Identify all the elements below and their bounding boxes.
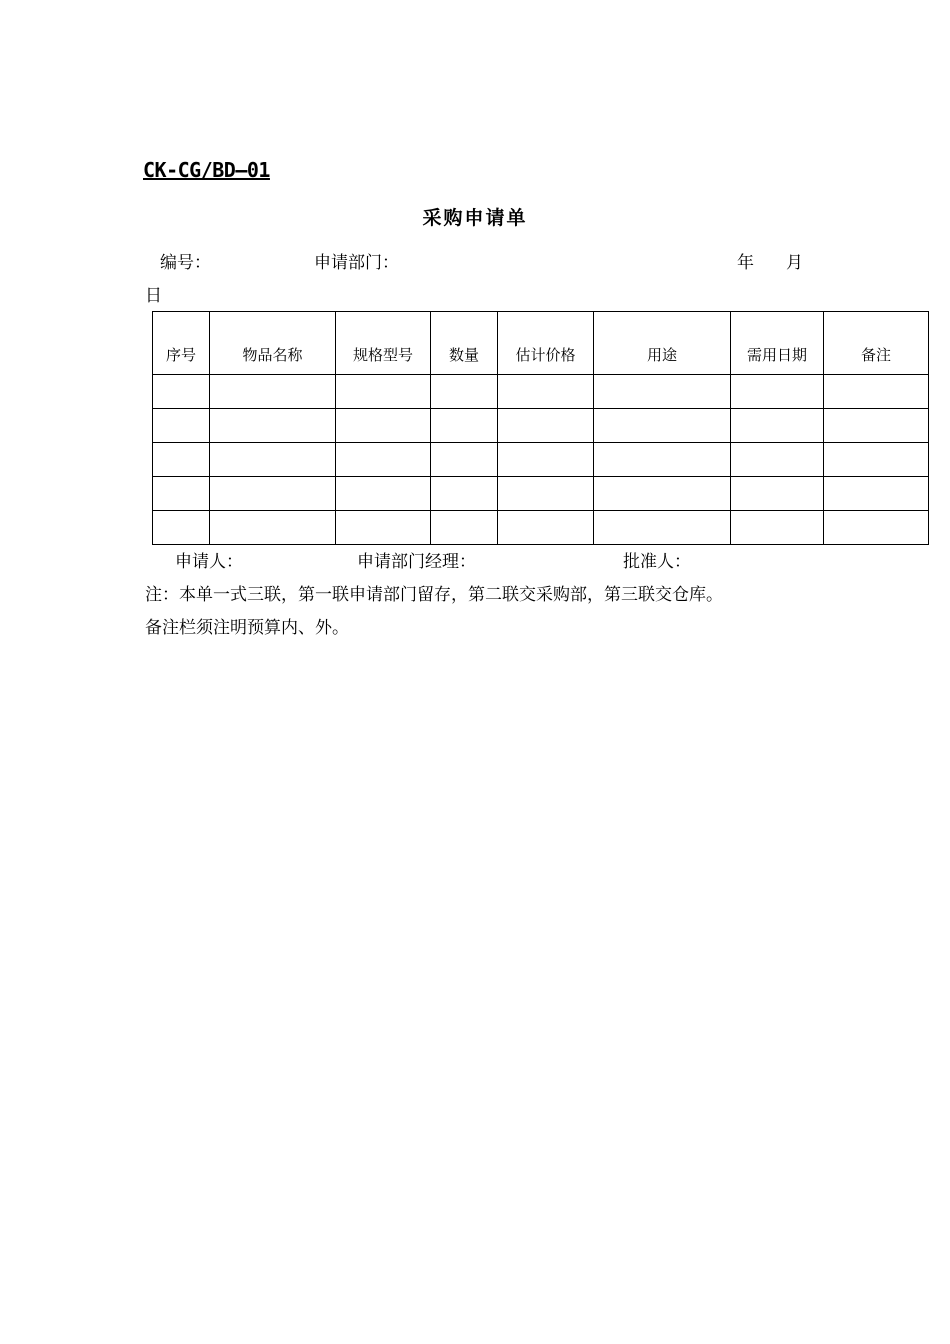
column-header-remarks: 备注 bbox=[824, 312, 929, 375]
table-row bbox=[153, 409, 929, 443]
table-cell[interactable] bbox=[824, 443, 929, 477]
form-title: 采购申请单 bbox=[422, 207, 528, 229]
department-label: 申请部门： bbox=[314, 253, 399, 273]
column-header-purpose: 用途 bbox=[594, 312, 731, 375]
table-cell[interactable] bbox=[336, 375, 431, 409]
table-cell[interactable] bbox=[336, 409, 431, 443]
table-cell[interactable] bbox=[153, 477, 210, 511]
column-header-item-name: 物品名称 bbox=[210, 312, 336, 375]
note-line-copies: 注：本单一式三联，第一联申请部门留存，第二联交采购部，第三联交仓库。 bbox=[145, 585, 723, 605]
table-cell[interactable] bbox=[498, 477, 594, 511]
table-cell[interactable] bbox=[431, 409, 498, 443]
table-cell[interactable] bbox=[824, 511, 929, 545]
table-cell[interactable] bbox=[336, 511, 431, 545]
table-cell[interactable] bbox=[210, 511, 336, 545]
table-cell[interactable] bbox=[153, 409, 210, 443]
table-cell[interactable] bbox=[431, 511, 498, 545]
column-header-spec-model: 规格型号 bbox=[336, 312, 431, 375]
table-cell[interactable] bbox=[731, 477, 824, 511]
table-cell[interactable] bbox=[594, 375, 731, 409]
table-cell[interactable] bbox=[153, 511, 210, 545]
table-cell[interactable] bbox=[594, 477, 731, 511]
day-label: 日 bbox=[145, 286, 162, 306]
column-header-required-date: 需用日期 bbox=[731, 312, 824, 375]
table-cell[interactable] bbox=[731, 375, 824, 409]
table-row bbox=[153, 511, 929, 545]
table-cell[interactable] bbox=[210, 375, 336, 409]
table-cell[interactable] bbox=[210, 443, 336, 477]
table-cell[interactable] bbox=[336, 443, 431, 477]
table-cell[interactable] bbox=[210, 409, 336, 443]
purchase-request-table bbox=[152, 311, 929, 545]
document-code: CK-CG/BD—01 bbox=[143, 158, 270, 182]
table-cell[interactable] bbox=[731, 443, 824, 477]
table-cell[interactable] bbox=[153, 443, 210, 477]
table-cell[interactable] bbox=[824, 375, 929, 409]
table-row bbox=[153, 477, 929, 511]
column-header-estimated-price: 估计价格 bbox=[498, 312, 594, 375]
table-cell[interactable] bbox=[498, 511, 594, 545]
table-cell[interactable] bbox=[153, 375, 210, 409]
note-line-budget: 备注栏须注明预算内、外。 bbox=[145, 618, 349, 638]
table-cell[interactable] bbox=[731, 511, 824, 545]
table-cell[interactable] bbox=[594, 443, 731, 477]
month-label: 月 bbox=[786, 253, 803, 273]
table-cell[interactable] bbox=[731, 409, 824, 443]
table-cell[interactable] bbox=[498, 409, 594, 443]
number-label: 编号： bbox=[160, 253, 211, 273]
table-cell[interactable] bbox=[594, 511, 731, 545]
table-cell[interactable] bbox=[431, 443, 498, 477]
table-cell[interactable] bbox=[824, 477, 929, 511]
column-header-quantity: 数量 bbox=[431, 312, 498, 375]
table-cell[interactable] bbox=[336, 477, 431, 511]
column-header-serial: 序号 bbox=[153, 312, 210, 375]
table-row bbox=[153, 375, 929, 409]
year-label: 年 bbox=[737, 253, 754, 273]
table-cell[interactable] bbox=[498, 375, 594, 409]
table-cell[interactable] bbox=[431, 477, 498, 511]
table-cell[interactable] bbox=[824, 409, 929, 443]
approver-label: 批准人： bbox=[623, 552, 691, 572]
applicant-label: 申请人： bbox=[175, 552, 243, 572]
table-row bbox=[153, 443, 929, 477]
table-header-row bbox=[153, 312, 929, 375]
table-cell[interactable] bbox=[498, 443, 594, 477]
table-cell[interactable] bbox=[431, 375, 498, 409]
department-manager-label: 申请部门经理： bbox=[357, 552, 476, 572]
table-cell[interactable] bbox=[594, 409, 731, 443]
table-cell[interactable] bbox=[210, 477, 336, 511]
